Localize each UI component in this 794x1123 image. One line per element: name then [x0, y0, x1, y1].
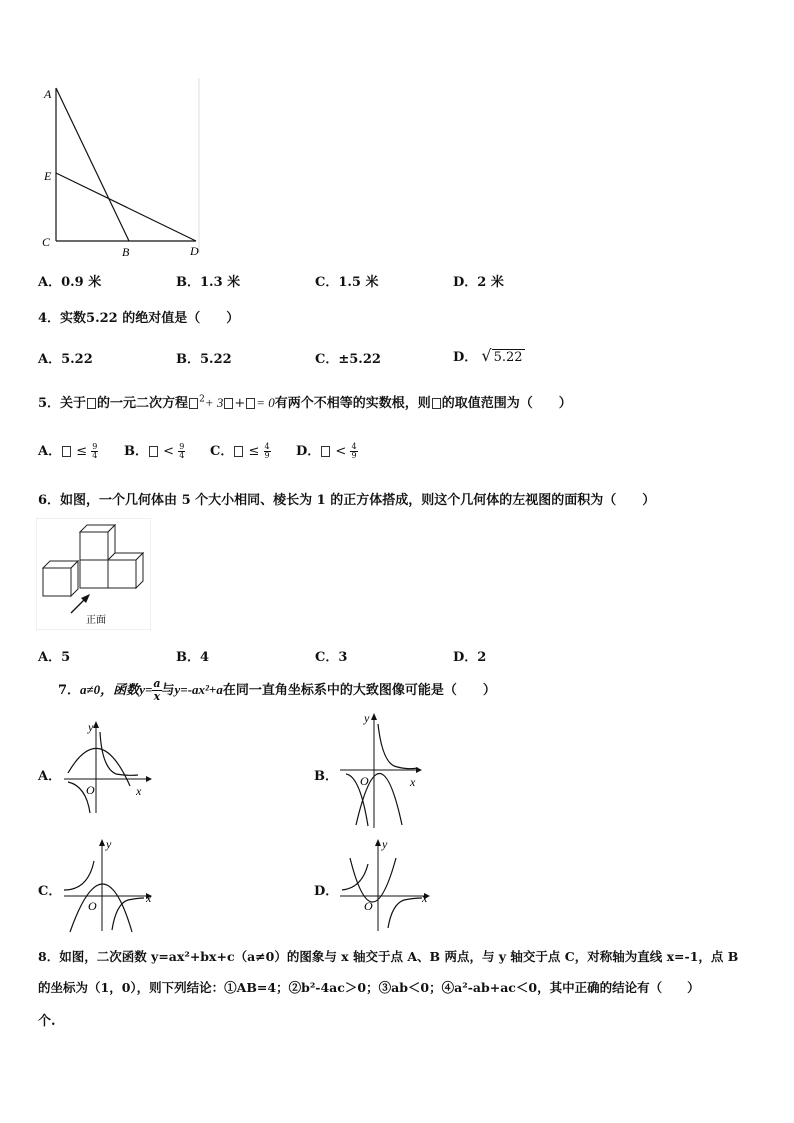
q6-option-d[interactable]: D．2 [453, 650, 487, 665]
q8-line3: 个. [38, 1014, 56, 1029]
svg-text:y: y [88, 720, 94, 734]
q8-line2: 的坐标为（1，0），则下列结论：①AB=4；②b²-4ac＞0；③ab＜0；④a²-ab+ac＜0，其中正确的结论有（ ） [38, 980, 700, 995]
q8-line1: 8．如图，二次函数 y=ax²+bx+c（a≠0）的图象与 x 轴交于点 A、B 两点，与 y 轴交于点 C，对称轴为直线 x=-1，点 B [38, 949, 739, 964]
svg-text:O: O [88, 899, 97, 913]
q6-option-a[interactable]: A．5 [38, 650, 71, 665]
placeholder-glyph [189, 398, 198, 409]
q3-option-b[interactable]: B．1.3 米 [176, 275, 241, 290]
svg-text:x: x [422, 891, 428, 905]
svg-text:x: x [136, 784, 142, 798]
graph-b [334, 710, 429, 828]
q3-option-a[interactable]: A．0.9 米 [38, 275, 102, 290]
graph-a [58, 718, 153, 818]
q6-stem: 6．如图，一个几何体由 5 个大小相同、棱长为 1 的正方体搭成，则这个几何体的左视图的面积为（ ） [38, 493, 656, 508]
cube-figure [36, 518, 151, 630]
sqrt-symbol: √ [481, 346, 492, 365]
svg-text:y: y [382, 837, 388, 851]
q4-stem: 4．实数5.22 的绝对值是（ ） [38, 311, 240, 326]
q4-option-a[interactable]: A．5.22 [38, 352, 93, 367]
graph-d [334, 836, 434, 934]
front-label: 正面 [86, 615, 106, 626]
sqrt-radicand: 5.22 [493, 350, 523, 365]
q4-option-d[interactable]: D． √ 5.22 [453, 346, 523, 365]
q5-option-b[interactable]: B． < $\frac{9}{4}$ [124, 442, 185, 460]
placeholder-glyph [87, 398, 96, 409]
q6-option-c[interactable]: C．3 [315, 650, 348, 665]
triangle-figure [36, 78, 216, 263]
svg-text:y: y [106, 837, 112, 851]
q5-option-d[interactable]: D． < $\frac{4}{9}$ [296, 442, 357, 460]
q5-option-c[interactable]: C． ≤ $\frac{4}{9}$ [210, 442, 270, 460]
q7-stem: 7．a≠0，函数y= $\frac{a}{x}$ 与y=-ax²+a在同一直角坐标系中的大致图像可能是（ ） [58, 677, 496, 703]
q5-option-a[interactable]: A． ≤ $\frac{9}{4}$ [38, 442, 98, 460]
q7-option-a[interactable]: A． [38, 769, 62, 784]
q7-option-c[interactable]: C． [38, 884, 62, 899]
q3-option-d[interactable]: D．2 米 [453, 275, 504, 290]
svg-text:y: y [364, 711, 370, 725]
svg-text:x: x [410, 775, 416, 789]
svg-text:O: O [364, 899, 373, 913]
label-a: A [44, 87, 52, 101]
q5-stem: 5．关于 的一元二次方程 $^2$+ 3 + = 0有两个不相等的实数根，则 的取值范围为（ ） [38, 394, 572, 411]
svg-text:O: O [360, 774, 369, 788]
q7-option-d[interactable]: D． [314, 884, 339, 899]
q6-option-b[interactable]: B．4 [176, 650, 210, 665]
q4-option-c[interactable]: C．±5.22 [315, 352, 381, 367]
q3-option-c[interactable]: C．1.5 米 [315, 275, 379, 290]
svg-text:x: x [146, 891, 152, 905]
label-e: E [44, 169, 52, 183]
placeholder-glyph [246, 398, 255, 409]
q7-option-b[interactable]: B． [314, 769, 338, 784]
placeholder-glyph [432, 398, 441, 409]
label-c: C [42, 235, 51, 249]
q4-option-b[interactable]: B．5.22 [176, 352, 232, 367]
placeholder-glyph [224, 398, 233, 409]
graph-c [58, 836, 158, 934]
label-b: B [122, 245, 130, 259]
label-d: D [190, 244, 199, 258]
svg-text:O: O [86, 783, 95, 797]
